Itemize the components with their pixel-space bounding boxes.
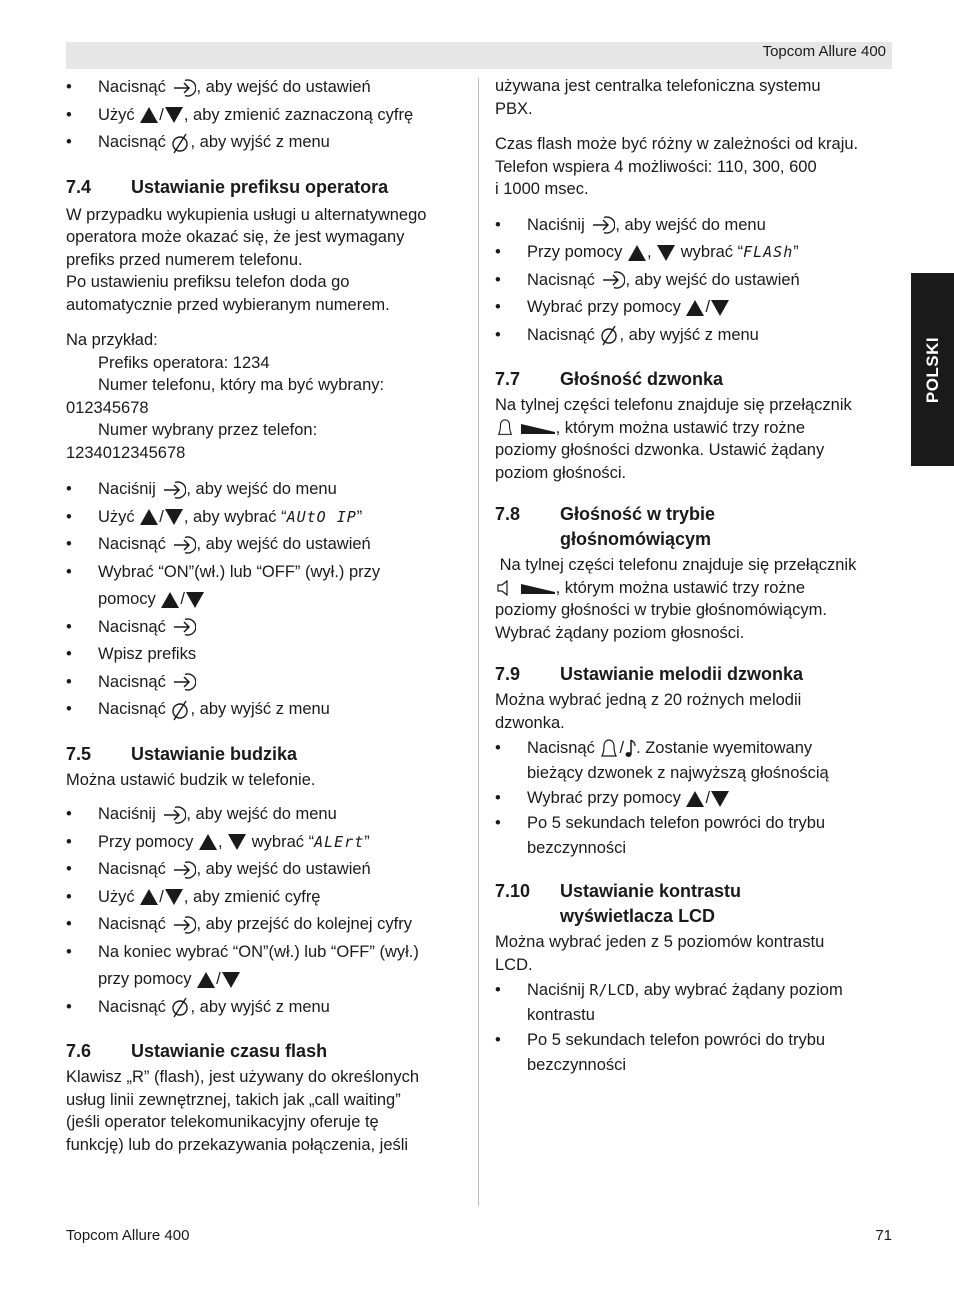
paragraph: Można wybrać jedną z 20 rożnych melodii dzwonka. <box>495 691 802 732</box>
list-item: • Użyć / , aby wybrać “AUtO IP” <box>66 504 466 532</box>
list-item: • Nacisnąć , aby wyjść z menu <box>66 696 466 724</box>
bell-icon <box>495 418 515 438</box>
enter-arrow-icon <box>170 915 196 935</box>
footer-title: Topcom Allure 400 <box>66 1227 190 1244</box>
flash-steps-list <box>495 212 893 350</box>
triangle-down-icon <box>164 508 184 526</box>
enter-arrow-icon <box>170 672 196 692</box>
header-title: Topcom Allure 400 <box>762 43 886 60</box>
example-block: Prefiks operatora: 1234 Numer telefonu, który ma być wybrany: <box>98 353 385 394</box>
enter-arrow-icon <box>170 617 196 637</box>
page-number: 71 <box>875 1227 892 1244</box>
paragraph: Można ustawić budzik w telefonie. <box>66 770 316 789</box>
list-item: • Użyć / , aby zmienić zaznaczoną cyfrę <box>66 102 466 130</box>
triangle-up-icon <box>198 833 218 851</box>
example-block: Numer wybrany przez telefon: <box>98 421 318 439</box>
volume-ramp-icon <box>520 421 556 435</box>
list-item: • Użyć / , aby zmienić cyfrę <box>66 884 466 912</box>
section-7-9-heading: 7.9 Ustawianie melodii dzwonka <box>495 664 804 684</box>
music-note-icon <box>624 738 636 760</box>
triangle-up-icon <box>627 244 647 262</box>
list-item: • Naciśnij , aby wejść do menu <box>66 801 466 829</box>
language-tab-label: POLSKI <box>922 336 942 403</box>
example-number: 1234012345678 <box>66 443 186 462</box>
paragraph: używana jest centralka telefoniczna systemu PBX. <box>495 77 821 118</box>
triangle-up-icon <box>139 888 159 906</box>
enter-arrow-icon <box>160 805 186 825</box>
empty-set-exit-icon <box>170 132 190 154</box>
lcd-text: ALErt <box>314 832 365 851</box>
enter-arrow-icon <box>170 860 196 880</box>
enter-arrow-icon <box>599 270 625 290</box>
enter-arrow-icon <box>170 78 196 98</box>
list-item: • Nacisnąć <box>66 669 466 697</box>
list-item: • Nacisnąć , aby przejść do kolejnej cyfry <box>66 911 466 939</box>
list-item: • Przy pomocy , wybrać “FLASh” <box>495 239 893 267</box>
paragraph: W przypadku wykupienia usługi u alternatywnego operatora może okazać się, że jest wymagany prefiks przed numerem telefonu. Po ustawieniu prefiksu telefon doda go automatycznie przed wybieranym numerem. <box>66 205 427 314</box>
triangle-down-icon <box>164 888 184 906</box>
example-number: 012345678 <box>66 398 149 417</box>
intro-list <box>66 74 466 157</box>
speaker-icon <box>495 578 515 598</box>
triangle-up-icon <box>160 591 180 609</box>
paragraph: Na tylnej części telefonu znajduje się przełącznik , którym można ustawić trzy rożne poziomy głośności w trybie głośnomówiącym. Wybrać żądany poziom głosności. <box>495 556 857 642</box>
list-item: • Nacisnąć , aby wejść do ustawień <box>495 267 893 295</box>
alarm-steps-list <box>66 801 466 1021</box>
section-7-8-heading: 7.8 Głośność w trybie głośnomówiącym <box>495 504 716 549</box>
paragraph: Klawisz „R” (flash), jest używany do określonych usług linii zewnętrznej, takich jak „call waiting” (jeśli operator telekomunikacyjny oferuje tę funkcję) lub do przekazywania połączenia, jeśli <box>66 1068 420 1154</box>
section-7-6-heading: 7.6 Ustawianie czasu flash <box>66 1041 328 1061</box>
list-item: • Wpisz prefiks <box>66 641 466 669</box>
enter-arrow-icon <box>589 215 615 235</box>
lcd-text: FLASh <box>743 243 794 261</box>
triangle-down-icon <box>227 833 247 851</box>
list-item: • Po 5 sekundach telefon powróci do trybu bezczynności <box>495 1028 893 1078</box>
triangle-up-icon <box>139 508 159 526</box>
triangle-down-icon <box>710 790 730 808</box>
section-7-7-heading: 7.7 Głośność dzwonka <box>495 369 724 389</box>
list-item: • Nacisnąć , aby wyjść z menu <box>66 129 466 157</box>
list-item: • Nacisnąć / . Zostanie wyemitowany bieżący dzwonek z najwyższą głośnością <box>495 736 893 786</box>
triangle-down-icon <box>656 244 676 262</box>
list-item: • Po 5 sekundach telefon powróci do trybu bezczynności <box>495 811 893 861</box>
enter-arrow-icon <box>160 480 186 500</box>
triangle-up-icon <box>196 971 216 989</box>
triangle-up-icon <box>139 106 159 124</box>
list-item: • Na koniec wybrać “ON”(wł.) lub “OFF” (wył.) przy pomocy / <box>66 939 466 994</box>
example-label: Na przykład: <box>66 331 158 349</box>
right-column <box>495 74 893 1078</box>
bell-icon <box>599 738 619 760</box>
list-item: • Wybrać przy pomocy / <box>495 294 893 322</box>
triangle-down-icon <box>164 106 184 124</box>
list-item: • Nacisnąć , aby wejść do ustawień <box>66 531 466 559</box>
melody-steps-list <box>495 736 893 861</box>
triangle-down-icon <box>185 591 205 609</box>
triangle-down-icon <box>221 971 241 989</box>
list-item: • Wybrać “ON”(wł.) lub “OFF” (wył.) przy pomocy / <box>66 559 466 614</box>
language-tab <box>911 273 954 466</box>
paragraph: Na tylnej części telefonu znajduje się przełącznik , którym można ustawić trzy rożne poziomy głośności dzwonka. Ustawić żądany poziom głośności. <box>495 396 852 482</box>
enter-arrow-icon <box>170 535 196 555</box>
list-item: • Przy pomocy , wybrać “ALErt” <box>66 829 466 857</box>
list-item: • Nacisnąć , aby wyjść z menu <box>495 322 893 350</box>
list-item: • Naciśnij R/LCD, aby wybrać żądany poziom kontrastu <box>495 978 893 1028</box>
triangle-up-icon <box>685 790 705 808</box>
list-item: • Nacisnąć <box>66 614 466 642</box>
section-7-4-heading: 7.4 Ustawianie prefiksu operatora <box>66 176 389 197</box>
section-7-5-heading: 7.5 Ustawianie budzika <box>66 743 298 764</box>
list-item: • Nacisnąć , aby wyjść z menu <box>66 994 466 1022</box>
paragraph: Czas flash może być różny w zależności od kraju. Telefon wspiera 4 możliwości: 110, 300, 600 i 1000 msec. <box>495 135 859 198</box>
volume-ramp-icon <box>520 581 556 595</box>
list-item: • Wybrać przy pomocy / <box>495 786 893 811</box>
empty-set-exit-icon <box>599 324 619 346</box>
left-column <box>66 74 466 1156</box>
lcd-text: AUtO IP <box>286 507 357 526</box>
triangle-up-icon <box>685 299 705 317</box>
empty-set-exit-icon <box>170 699 190 721</box>
triangle-down-icon <box>710 299 730 317</box>
list-item: • Nacisnąć , aby wejść do ustawień <box>66 856 466 884</box>
key-label: R/LCD <box>589 981 635 999</box>
contrast-steps-list <box>495 978 893 1078</box>
paragraph: Można wybrać jeden z 5 poziomów kontrastu LCD. <box>495 933 825 974</box>
prefix-steps-list <box>66 476 466 724</box>
list-item: • Nacisnąć , aby wejść do ustawień <box>66 74 466 102</box>
section-7-10-heading: 7.10 Ustawianie kontrastu wyświetlacza LCD <box>495 881 742 926</box>
column-divider <box>478 78 479 1206</box>
list-item: • Naciśnij , aby wejść do menu <box>495 212 893 240</box>
list-item: • Naciśnij , aby wejść do menu <box>66 476 466 504</box>
empty-set-exit-icon <box>170 996 190 1018</box>
